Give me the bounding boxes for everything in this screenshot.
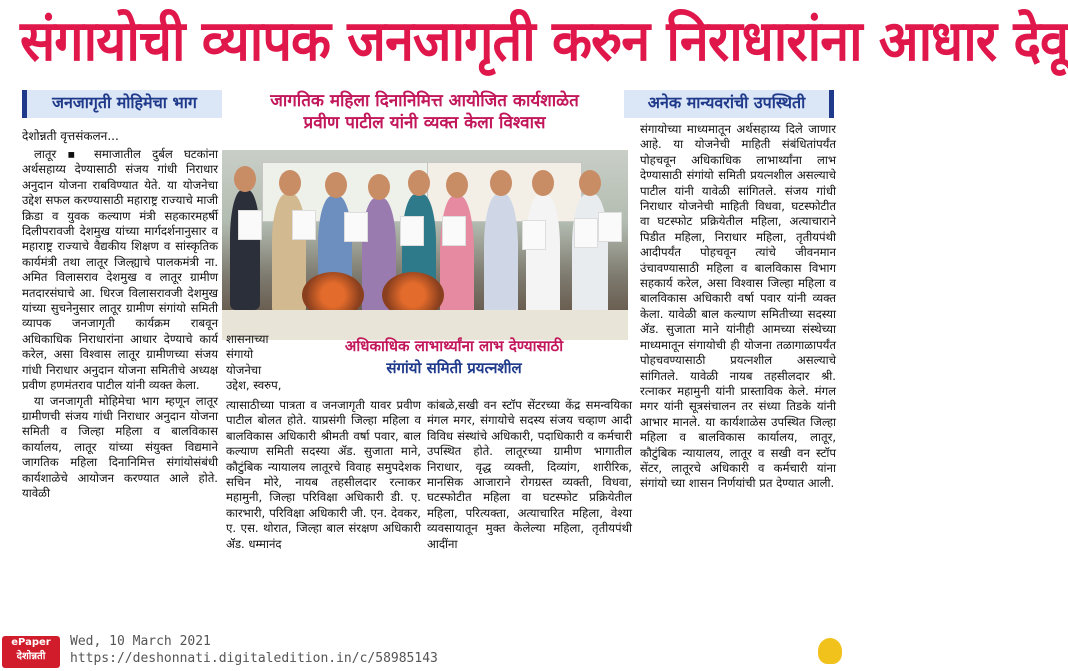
article-column-left xyxy=(22,147,218,617)
byline: देशोन्नती वृत्तसंकलन... xyxy=(22,129,119,143)
text-line: योजनेचा xyxy=(226,362,262,377)
epaper-logo[interactable] xyxy=(2,636,60,668)
paragraph: या जनजागृती मोहिमेचा भाग म्हणून लातूर ग्रामीणची संजय गांधी निराधार अनुदान योजना समिती व जिल्हा महिला व बालविकास कार्यालय, लातूर यांच्या संयुक्त विद्यमाने जागतिक महिला दिनानिमित्त संगांयोसंबंधी कार्यशाळेचे आयोजन करण्यात आले होते. यावेळी xyxy=(22,393,218,500)
article-column-middle-2 xyxy=(427,398,632,620)
owl-icon xyxy=(818,638,842,664)
subhead-middle-line-1: जागतिक महिला दिनानिमित्त आयोजित कार्यशाळेत xyxy=(270,91,579,111)
caption-line-1: अधिकाधिक लाभार्थ्यांना लाभ देण्यासाठी xyxy=(344,337,564,355)
footer-date: Wed, 10 March 2021 xyxy=(70,634,211,649)
paragraph: लातूर ▪ समाजातील दुर्बल घटकांना अर्थसहाय्य देण्यासाठी संजय गांधी निराधार अनुदान योजना राबविण्यात येते. या योजनेचा उद्देश सफल करण्यासाठी महाराष्ट्र राज्याचे माजी क्रिडा व युवक कल्याण मंत्री सहकारमहर्षी दिलीपरावजी देशमुख यांच्या मार्गदर्शनानुसार व महाराष्ट्र राज्याचे वैद्यकीय शिक्षण व सांस्कृतिक कार्यमंत्री तथा लातूर जिल्ह्याचे पालकमंत्री ना. अमित विलासराव देशमुख व लातूर ग्रामीण मतदारसंघाचे आ. धिरज विलासरावजी देशमुख यांच्या सुचनेनुसार लातूर ग्रामीण संगांयो समिती व्यापक जनजागृती कार्यक्रम राबवून अधिकाधिक निराधारांना आधार देण्याचे कार्य करेल, असा विश्वास लातूर ग्रामीणच्या संजय गांधी निराधार अनुदान योजना समितीचे अध्यक्ष प्रवीण हणमंतराव पाटील यांनी व्यक्त केला. xyxy=(22,147,218,393)
subhead-right: अनेक मान्यवरांची उपस्थिती xyxy=(624,90,834,118)
subhead-left: जनजागृती मोहिमेचा भाग xyxy=(22,90,222,118)
paragraph: संगायोच्या माध्यमातून अर्थसहाय्य दिले जाणार आहे. या योजनेची माहिती संबंधितांपर्यंत पोहचवून अधिकाधिक लाभार्थ्यांना लाभ देण्यासाठी संगांयो समिती प्रयत्नशील असल्याचे पाटील यांनी यावेळी सांगितले. संजय गांधी निराधार योजनेची माहिती विधवा, घटस्फोटीत वा घटस्फोट प्रक्रियेतील महिला, अत्याचाराने पिडीत महिला, निराधार महिला, तृतीयपंथी आदीपर्यंत पोहचवून त्यांचे जीवनमान उंचावण्यासाठी महिला व बालविकास विभाग सहकार्य करेल, असा विश्वास जिल्हा महिला व बालविकास अधिकारी वर्षा पवार यांनी व्यक्त केला. यावेळी बाल कल्याण समितीच्या सदस्या ॲड. सुजाता माने यांनीही आमच्या संस्थेच्या माध्यमातून संगायोची ही योजना तळागाळापर्यंत पोहचवण्यासाठी प्रयत्नशील असल्याचे सांगितले. यावेळी नायब तहसीलदार श्री. रत्नाकर महामुनी यांनी प्रास्ताविक केले. मंगल मगर यांनी सूत्रसंचालन तर संध्या तिडके यांनी आभार मानले. या कार्यशाळेस उपस्थित जिल्हा महिला व बालविकास कार्यालय, लातूर, कौटुंबिक न्यायालय, लातूर व सखी वन स्टॉप सेंटर, लातूरचे अधिकारी व कर्मचारी यांना संगांयो च्या शासन निर्णयांची प्रत देण्यात आली. xyxy=(640,122,836,491)
text-line: शासनाच्या xyxy=(226,332,269,346)
text-line: संगायो xyxy=(226,347,254,362)
footer-url[interactable]: https://deshonnati.digitaledition.in/c/58985143 xyxy=(70,651,438,666)
subhead-middle-line-2: प्रवीण पाटील यांनी व्यक्त केला विश्वास xyxy=(303,113,546,133)
text-line: उद्देश, स्वरुप, xyxy=(226,378,282,393)
logo-line-1: ePaper xyxy=(11,637,51,648)
event-photo xyxy=(222,150,628,330)
logo-line-2: देशोन्नती xyxy=(16,651,46,662)
paragraph: त्यासाठीच्या पात्रता व जनजागृती यावर प्रवीण पाटील बोलत होते. याप्रसंगी जिल्हा महिला व बालविकास अधिकारी श्रीमती वर्षा पवार, बाल कल्याण समिती सदस्या ॲड. सुजाता माने, कौटुंबिक न्यायालय लातूरचे विवाह समुपदेशक सचिन मोरे, नायब तहसीलदार रत्नाकर महामुनी, जिल्हा परिविक्षा अधिकारी डी. ए. कारभारी, परिविक्षा अधिकारी जी. एन. देवकर, ए. एस. थोरात, जिल्हा बाल संरक्षण अधिकारी ॲड. धम्मानंद xyxy=(226,398,421,551)
article-column-right xyxy=(640,122,836,620)
caption-line-2: संगांयो समिती प्रयत्नशील xyxy=(386,359,522,377)
photo-caption xyxy=(304,335,604,385)
headline: संगायोची व्यापक जनजागृती करुन निराधारांना आधार देवू xyxy=(20,9,1068,74)
article-column-middle xyxy=(226,398,421,620)
paragraph: कांबळे,सखी वन स्टॉप सेंटरच्या केंद्र समन्वयिका मंगल मगर, संगायोचे सदस्य संजय चव्हाण आदी विविध संस्थांचे अधिकारी, पदाधिकारी व कर्मचारी उपस्थित होते. लातूरच्या ग्रामीण भागातील निराधार, वृद्ध व्यक्ती, दिव्यांग, शारीरिक, मानसिक आजाराने रोगग्रस्त व्यक्ती, विधवा, घटस्फोटीत महिला वा घटस्फोट प्रक्रियेतील महिला, परित्यक्ता, अत्याचारित महिला, वेश्या व्यवसायातून मुक्त केलेल्या महिला, तृतीयपंथी आदींना xyxy=(427,398,632,551)
subhead-middle xyxy=(232,90,617,138)
